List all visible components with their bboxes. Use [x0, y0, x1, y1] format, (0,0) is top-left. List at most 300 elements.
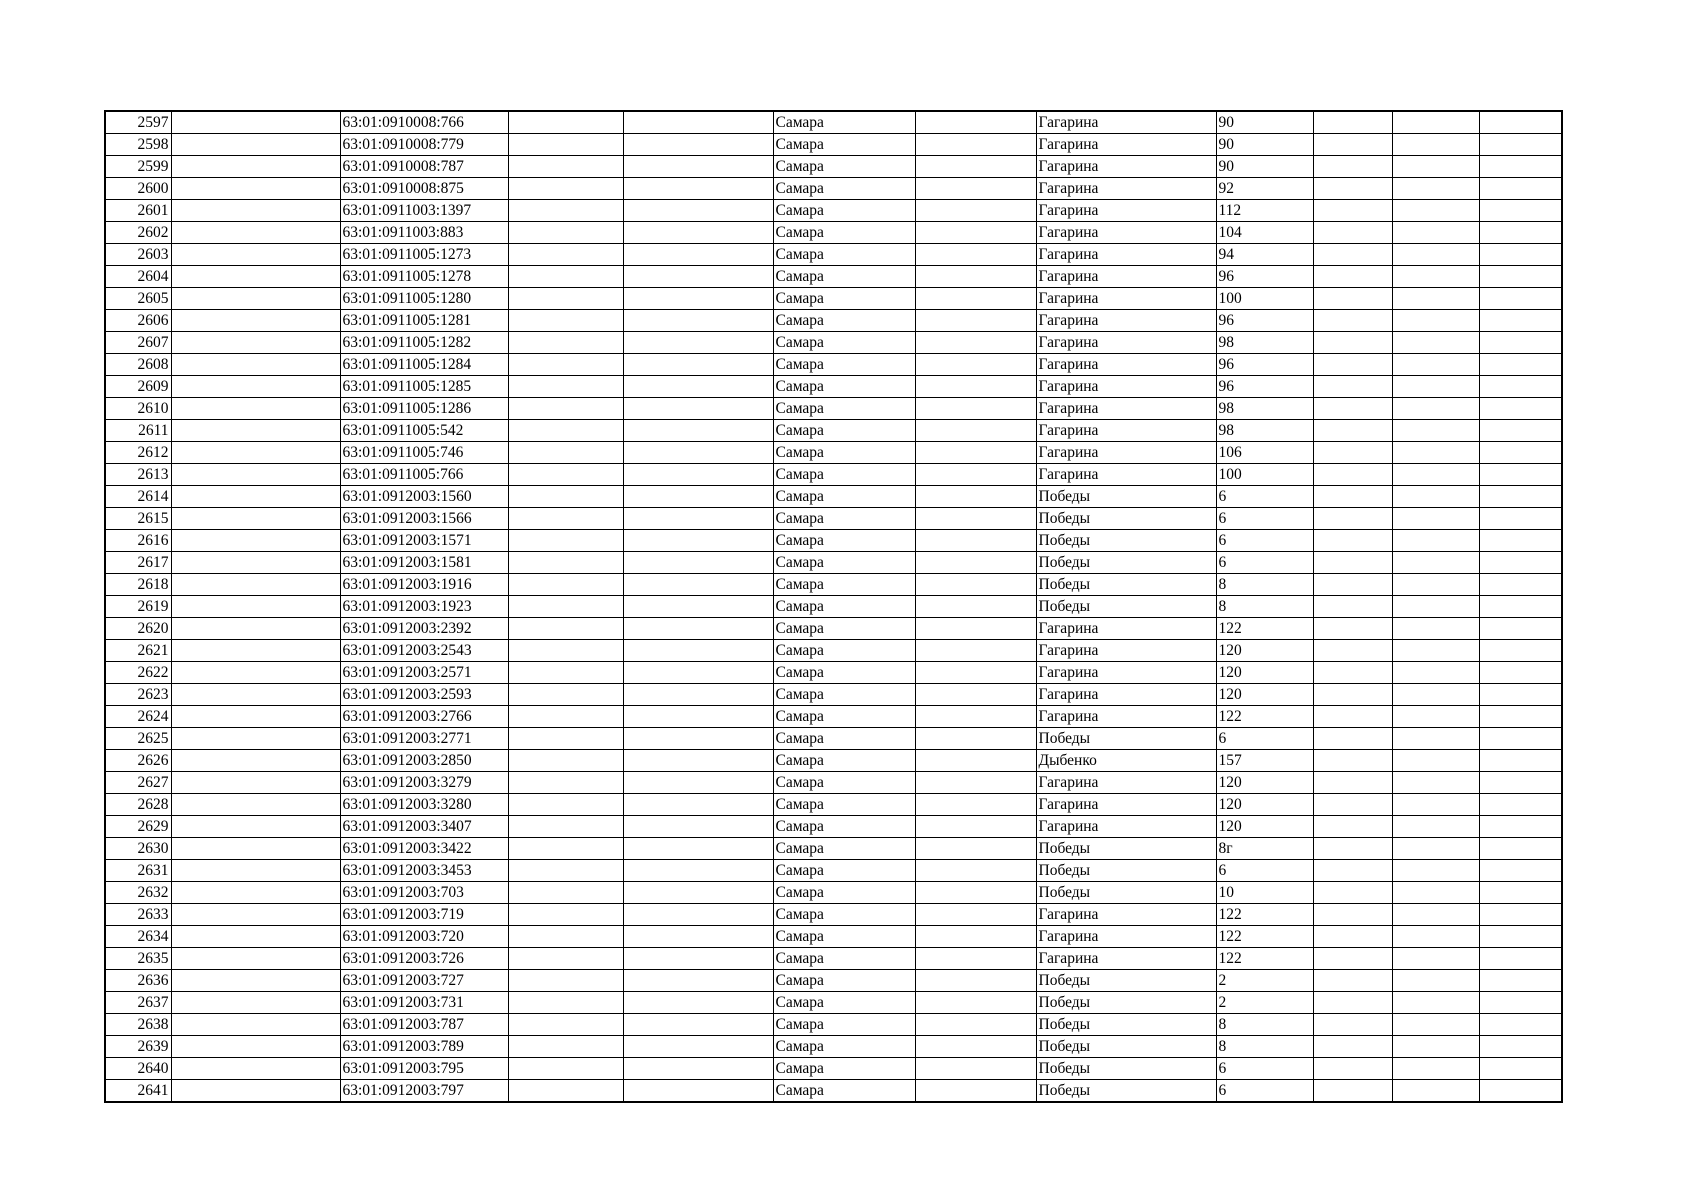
street-cell: Победы [1036, 1036, 1216, 1058]
empty-cell [1392, 332, 1479, 354]
row-number-cell: 2629 [105, 816, 171, 838]
empty-cell [508, 178, 623, 200]
empty-cell [1392, 134, 1479, 156]
row-number-cell: 2631 [105, 860, 171, 882]
empty-cell [1479, 508, 1562, 530]
empty-cell [1479, 640, 1562, 662]
empty-cell [1479, 684, 1562, 706]
cadastral-number-cell: 63:01:0912003:2593 [340, 684, 508, 706]
row-number-cell: 2600 [105, 178, 171, 200]
empty-cell [1479, 310, 1562, 332]
empty-cell [1392, 464, 1479, 486]
house-number-cell: 8 [1216, 1014, 1313, 1036]
empty-cell [1313, 926, 1392, 948]
empty-cell [915, 1080, 1036, 1103]
street-cell: Гагарина [1036, 178, 1216, 200]
table-row [105, 156, 1562, 178]
empty-cell [1313, 1014, 1392, 1036]
empty-cell [915, 596, 1036, 618]
empty-cell [1479, 244, 1562, 266]
empty-cell [1479, 860, 1562, 882]
empty-cell [915, 156, 1036, 178]
empty-cell [508, 332, 623, 354]
table-row [105, 1080, 1562, 1103]
table-row [105, 508, 1562, 530]
empty-cell [508, 640, 623, 662]
empty-cell [508, 728, 623, 750]
house-number-cell: 98 [1216, 398, 1313, 420]
empty-cell [915, 134, 1036, 156]
empty-cell [508, 222, 623, 244]
empty-cell [1392, 552, 1479, 574]
cadastral-number-cell: 63:01:0912003:719 [340, 904, 508, 926]
empty-cell [171, 596, 340, 618]
empty-cell [171, 750, 340, 772]
street-cell: Гагарина [1036, 948, 1216, 970]
empty-cell [623, 728, 773, 750]
empty-cell [171, 706, 340, 728]
empty-cell [1479, 662, 1562, 684]
city-cell: Самара [773, 420, 915, 442]
table-row [105, 111, 1562, 134]
empty-cell [171, 178, 340, 200]
empty-cell [915, 640, 1036, 662]
empty-cell [171, 1080, 340, 1103]
empty-cell [1479, 178, 1562, 200]
house-number-cell: 94 [1216, 244, 1313, 266]
empty-cell [1392, 706, 1479, 728]
empty-cell [915, 398, 1036, 420]
house-number-cell: 2 [1216, 992, 1313, 1014]
empty-cell [1479, 464, 1562, 486]
empty-cell [1313, 772, 1392, 794]
row-number-cell: 2599 [105, 156, 171, 178]
city-cell: Самара [773, 244, 915, 266]
row-number-cell: 2628 [105, 794, 171, 816]
empty-cell [915, 111, 1036, 134]
empty-cell [508, 244, 623, 266]
row-number-cell: 2609 [105, 376, 171, 398]
street-cell: Гагарина [1036, 926, 1216, 948]
empty-cell [915, 1036, 1036, 1058]
empty-cell [171, 244, 340, 266]
empty-cell [508, 200, 623, 222]
street-cell: Гагарина [1036, 156, 1216, 178]
table-row [105, 926, 1562, 948]
row-number-cell: 2608 [105, 354, 171, 376]
street-cell: Гагарина [1036, 244, 1216, 266]
empty-cell [171, 442, 340, 464]
empty-cell [508, 948, 623, 970]
table-row [105, 354, 1562, 376]
table-row [105, 684, 1562, 706]
city-cell: Самара [773, 816, 915, 838]
row-number-cell: 2615 [105, 508, 171, 530]
empty-cell [915, 970, 1036, 992]
empty-cell [508, 1036, 623, 1058]
city-cell: Самара [773, 728, 915, 750]
row-number-cell: 2625 [105, 728, 171, 750]
table-row [105, 794, 1562, 816]
street-cell: Гагарина [1036, 222, 1216, 244]
empty-cell [1313, 156, 1392, 178]
house-number-cell: 157 [1216, 750, 1313, 772]
empty-cell [171, 354, 340, 376]
empty-cell [1479, 706, 1562, 728]
empty-cell [1313, 574, 1392, 596]
empty-cell [1479, 111, 1562, 134]
empty-cell [1313, 376, 1392, 398]
street-cell: Гагарина [1036, 662, 1216, 684]
house-number-cell: 112 [1216, 200, 1313, 222]
cadastral-number-cell: 63:01:0912003:1916 [340, 574, 508, 596]
cadastral-number-cell: 63:01:0912003:2766 [340, 706, 508, 728]
cadastral-number-cell: 63:01:0912003:3280 [340, 794, 508, 816]
cadastral-number-cell: 63:01:0912003:1581 [340, 552, 508, 574]
empty-cell [1392, 838, 1479, 860]
empty-cell [1479, 200, 1562, 222]
street-cell: Гагарина [1036, 200, 1216, 222]
row-number-cell: 2620 [105, 618, 171, 640]
house-number-cell: 106 [1216, 442, 1313, 464]
empty-cell [623, 222, 773, 244]
empty-cell [1479, 530, 1562, 552]
empty-cell [508, 662, 623, 684]
empty-cell [623, 684, 773, 706]
street-cell: Гагарина [1036, 310, 1216, 332]
house-number-cell: 6 [1216, 728, 1313, 750]
empty-cell [1313, 1080, 1392, 1103]
empty-cell [623, 200, 773, 222]
row-number-cell: 2617 [105, 552, 171, 574]
empty-cell [915, 178, 1036, 200]
cadastral-number-cell: 63:01:0912003:727 [340, 970, 508, 992]
empty-cell [915, 420, 1036, 442]
table-row [105, 266, 1562, 288]
empty-cell [915, 332, 1036, 354]
house-number-cell: 100 [1216, 464, 1313, 486]
table-row [105, 178, 1562, 200]
empty-cell [623, 244, 773, 266]
empty-cell [1313, 464, 1392, 486]
empty-cell [1392, 970, 1479, 992]
empty-cell [171, 926, 340, 948]
empty-cell [171, 970, 340, 992]
empty-cell [508, 926, 623, 948]
row-number-cell: 2623 [105, 684, 171, 706]
table-row [105, 376, 1562, 398]
empty-cell [1479, 574, 1562, 596]
empty-cell [171, 618, 340, 640]
street-cell: Гагарина [1036, 794, 1216, 816]
street-cell: Гагарина [1036, 111, 1216, 134]
city-cell: Самара [773, 156, 915, 178]
empty-cell [623, 332, 773, 354]
empty-cell [1479, 332, 1562, 354]
empty-cell [915, 288, 1036, 310]
empty-cell [623, 882, 773, 904]
cadastral-number-cell: 63:01:0912003:3422 [340, 838, 508, 860]
house-number-cell: 90 [1216, 134, 1313, 156]
empty-cell [1313, 398, 1392, 420]
empty-cell [1479, 816, 1562, 838]
street-cell: Победы [1036, 1058, 1216, 1080]
house-number-cell: 120 [1216, 640, 1313, 662]
empty-cell [171, 376, 340, 398]
empty-cell [508, 134, 623, 156]
row-number-cell: 2616 [105, 530, 171, 552]
empty-cell [1479, 992, 1562, 1014]
street-cell: Победы [1036, 882, 1216, 904]
street-cell: Победы [1036, 970, 1216, 992]
empty-cell [508, 376, 623, 398]
row-number-cell: 2638 [105, 1014, 171, 1036]
city-cell: Самара [773, 838, 915, 860]
empty-cell [623, 618, 773, 640]
house-number-cell: 6 [1216, 530, 1313, 552]
cadastral-number-cell: 63:01:0912003:797 [340, 1080, 508, 1103]
empty-cell [1479, 420, 1562, 442]
table-row [105, 596, 1562, 618]
street-cell: Гагарина [1036, 420, 1216, 442]
empty-cell [1392, 904, 1479, 926]
street-cell: Победы [1036, 838, 1216, 860]
empty-cell [1392, 662, 1479, 684]
empty-cell [1313, 442, 1392, 464]
city-cell: Самара [773, 310, 915, 332]
empty-cell [1392, 420, 1479, 442]
empty-cell [623, 1036, 773, 1058]
empty-cell [1313, 332, 1392, 354]
street-cell: Гагарина [1036, 376, 1216, 398]
empty-cell [1313, 728, 1392, 750]
row-number-cell: 2598 [105, 134, 171, 156]
empty-cell [1479, 772, 1562, 794]
cadastral-number-cell: 63:01:0911005:1282 [340, 332, 508, 354]
empty-cell [1479, 618, 1562, 640]
empty-cell [1313, 684, 1392, 706]
row-number-cell: 2619 [105, 596, 171, 618]
row-number-cell: 2618 [105, 574, 171, 596]
empty-cell [915, 662, 1036, 684]
empty-cell [1313, 596, 1392, 618]
street-cell: Гагарина [1036, 442, 1216, 464]
row-number-cell: 2626 [105, 750, 171, 772]
table-row [105, 640, 1562, 662]
city-cell: Самара [773, 596, 915, 618]
table-row [105, 574, 1562, 596]
cadastral-number-cell: 63:01:0912003:795 [340, 1058, 508, 1080]
empty-cell [1392, 200, 1479, 222]
city-cell: Самара [773, 772, 915, 794]
cadastral-number-cell: 63:01:0910008:779 [340, 134, 508, 156]
street-cell: Гагарина [1036, 332, 1216, 354]
city-cell: Самара [773, 376, 915, 398]
city-cell: Самара [773, 288, 915, 310]
house-number-cell: 120 [1216, 816, 1313, 838]
table-row [105, 332, 1562, 354]
empty-cell [171, 134, 340, 156]
street-cell: Победы [1036, 1014, 1216, 1036]
cadastral-number-cell: 63:01:0912003:703 [340, 882, 508, 904]
empty-cell [171, 882, 340, 904]
empty-cell [1392, 992, 1479, 1014]
street-cell: Победы [1036, 728, 1216, 750]
city-cell: Самара [773, 332, 915, 354]
empty-cell [508, 552, 623, 574]
empty-cell [1313, 750, 1392, 772]
empty-cell [508, 398, 623, 420]
house-number-cell: 6 [1216, 552, 1313, 574]
empty-cell [171, 574, 340, 596]
empty-cell [508, 684, 623, 706]
empty-cell [1313, 266, 1392, 288]
empty-cell [171, 552, 340, 574]
empty-cell [1313, 530, 1392, 552]
street-cell: Гагарина [1036, 398, 1216, 420]
row-number-cell: 2612 [105, 442, 171, 464]
empty-cell [1313, 992, 1392, 1014]
empty-cell [508, 111, 623, 134]
empty-cell [623, 574, 773, 596]
cadastral-number-cell: 63:01:0912003:1923 [340, 596, 508, 618]
empty-cell [1313, 552, 1392, 574]
house-number-cell: 122 [1216, 706, 1313, 728]
city-cell: Самара [773, 882, 915, 904]
empty-cell [171, 684, 340, 706]
empty-cell [1392, 684, 1479, 706]
table-row [105, 420, 1562, 442]
empty-cell [915, 376, 1036, 398]
cadastral-number-cell: 63:01:0912003:2771 [340, 728, 508, 750]
empty-cell [623, 111, 773, 134]
table-row [105, 464, 1562, 486]
city-cell: Самара [773, 1080, 915, 1103]
table-row [105, 1036, 1562, 1058]
empty-cell [623, 816, 773, 838]
house-number-cell: 8 [1216, 596, 1313, 618]
house-number-cell: 104 [1216, 222, 1313, 244]
empty-cell [171, 640, 340, 662]
street-cell: Гагарина [1036, 266, 1216, 288]
empty-cell [508, 442, 623, 464]
empty-cell [1392, 1080, 1479, 1103]
empty-cell [508, 288, 623, 310]
city-cell: Самара [773, 222, 915, 244]
table-row [105, 904, 1562, 926]
house-number-cell: 120 [1216, 684, 1313, 706]
empty-cell [171, 266, 340, 288]
cadastral-number-cell: 63:01:0912003:787 [340, 1014, 508, 1036]
empty-cell [171, 398, 340, 420]
empty-cell [171, 111, 340, 134]
house-number-cell: 6 [1216, 508, 1313, 530]
empty-cell [171, 464, 340, 486]
empty-cell [915, 1058, 1036, 1080]
empty-cell [508, 816, 623, 838]
table-row [105, 442, 1562, 464]
empty-cell [623, 662, 773, 684]
empty-cell [915, 750, 1036, 772]
empty-cell [1392, 398, 1479, 420]
empty-cell [171, 1036, 340, 1058]
empty-cell [508, 266, 623, 288]
city-cell: Самара [773, 552, 915, 574]
empty-cell [1479, 398, 1562, 420]
city-cell: Самара [773, 1014, 915, 1036]
cadastral-number-cell: 63:01:0911005:766 [340, 464, 508, 486]
cadastral-number-cell: 63:01:0912003:2543 [340, 640, 508, 662]
empty-cell [508, 530, 623, 552]
city-cell: Самара [773, 134, 915, 156]
empty-cell [171, 310, 340, 332]
house-number-cell: 98 [1216, 420, 1313, 442]
empty-cell [915, 882, 1036, 904]
empty-cell [171, 728, 340, 750]
empty-cell [915, 684, 1036, 706]
row-number-cell: 2640 [105, 1058, 171, 1080]
property-register-table [104, 110, 1563, 1103]
empty-cell [171, 288, 340, 310]
empty-cell [508, 354, 623, 376]
empty-cell [623, 310, 773, 332]
empty-cell [915, 816, 1036, 838]
empty-cell [1313, 948, 1392, 970]
empty-cell [915, 486, 1036, 508]
table-row [105, 1014, 1562, 1036]
cadastral-number-cell: 63:01:0911005:1278 [340, 266, 508, 288]
empty-cell [1313, 288, 1392, 310]
empty-cell [1392, 111, 1479, 134]
empty-cell [1313, 222, 1392, 244]
empty-cell [623, 398, 773, 420]
row-number-cell: 2624 [105, 706, 171, 728]
empty-cell [1479, 442, 1562, 464]
table-row [105, 816, 1562, 838]
table-row [105, 772, 1562, 794]
house-number-cell: 10 [1216, 882, 1313, 904]
house-number-cell: 2 [1216, 970, 1313, 992]
empty-cell [915, 530, 1036, 552]
street-cell: Гагарина [1036, 684, 1216, 706]
empty-cell [508, 706, 623, 728]
city-cell: Самара [773, 970, 915, 992]
table-row [105, 244, 1562, 266]
table-row [105, 860, 1562, 882]
empty-cell [1479, 926, 1562, 948]
empty-cell [623, 772, 773, 794]
cadastral-number-cell: 63:01:0911003:1397 [340, 200, 508, 222]
empty-cell [1392, 750, 1479, 772]
house-number-cell: 8 [1216, 574, 1313, 596]
empty-cell [171, 860, 340, 882]
empty-cell [1392, 772, 1479, 794]
empty-cell [1392, 1036, 1479, 1058]
empty-cell [171, 332, 340, 354]
city-cell: Самара [773, 486, 915, 508]
cadastral-number-cell: 63:01:0912003:1560 [340, 486, 508, 508]
empty-cell [508, 992, 623, 1014]
empty-cell [1313, 178, 1392, 200]
empty-cell [508, 1080, 623, 1103]
row-number-cell: 2597 [105, 111, 171, 134]
empty-cell [915, 926, 1036, 948]
empty-cell [623, 156, 773, 178]
street-cell: Гагарина [1036, 816, 1216, 838]
empty-cell [508, 860, 623, 882]
empty-cell [508, 574, 623, 596]
empty-cell [915, 860, 1036, 882]
